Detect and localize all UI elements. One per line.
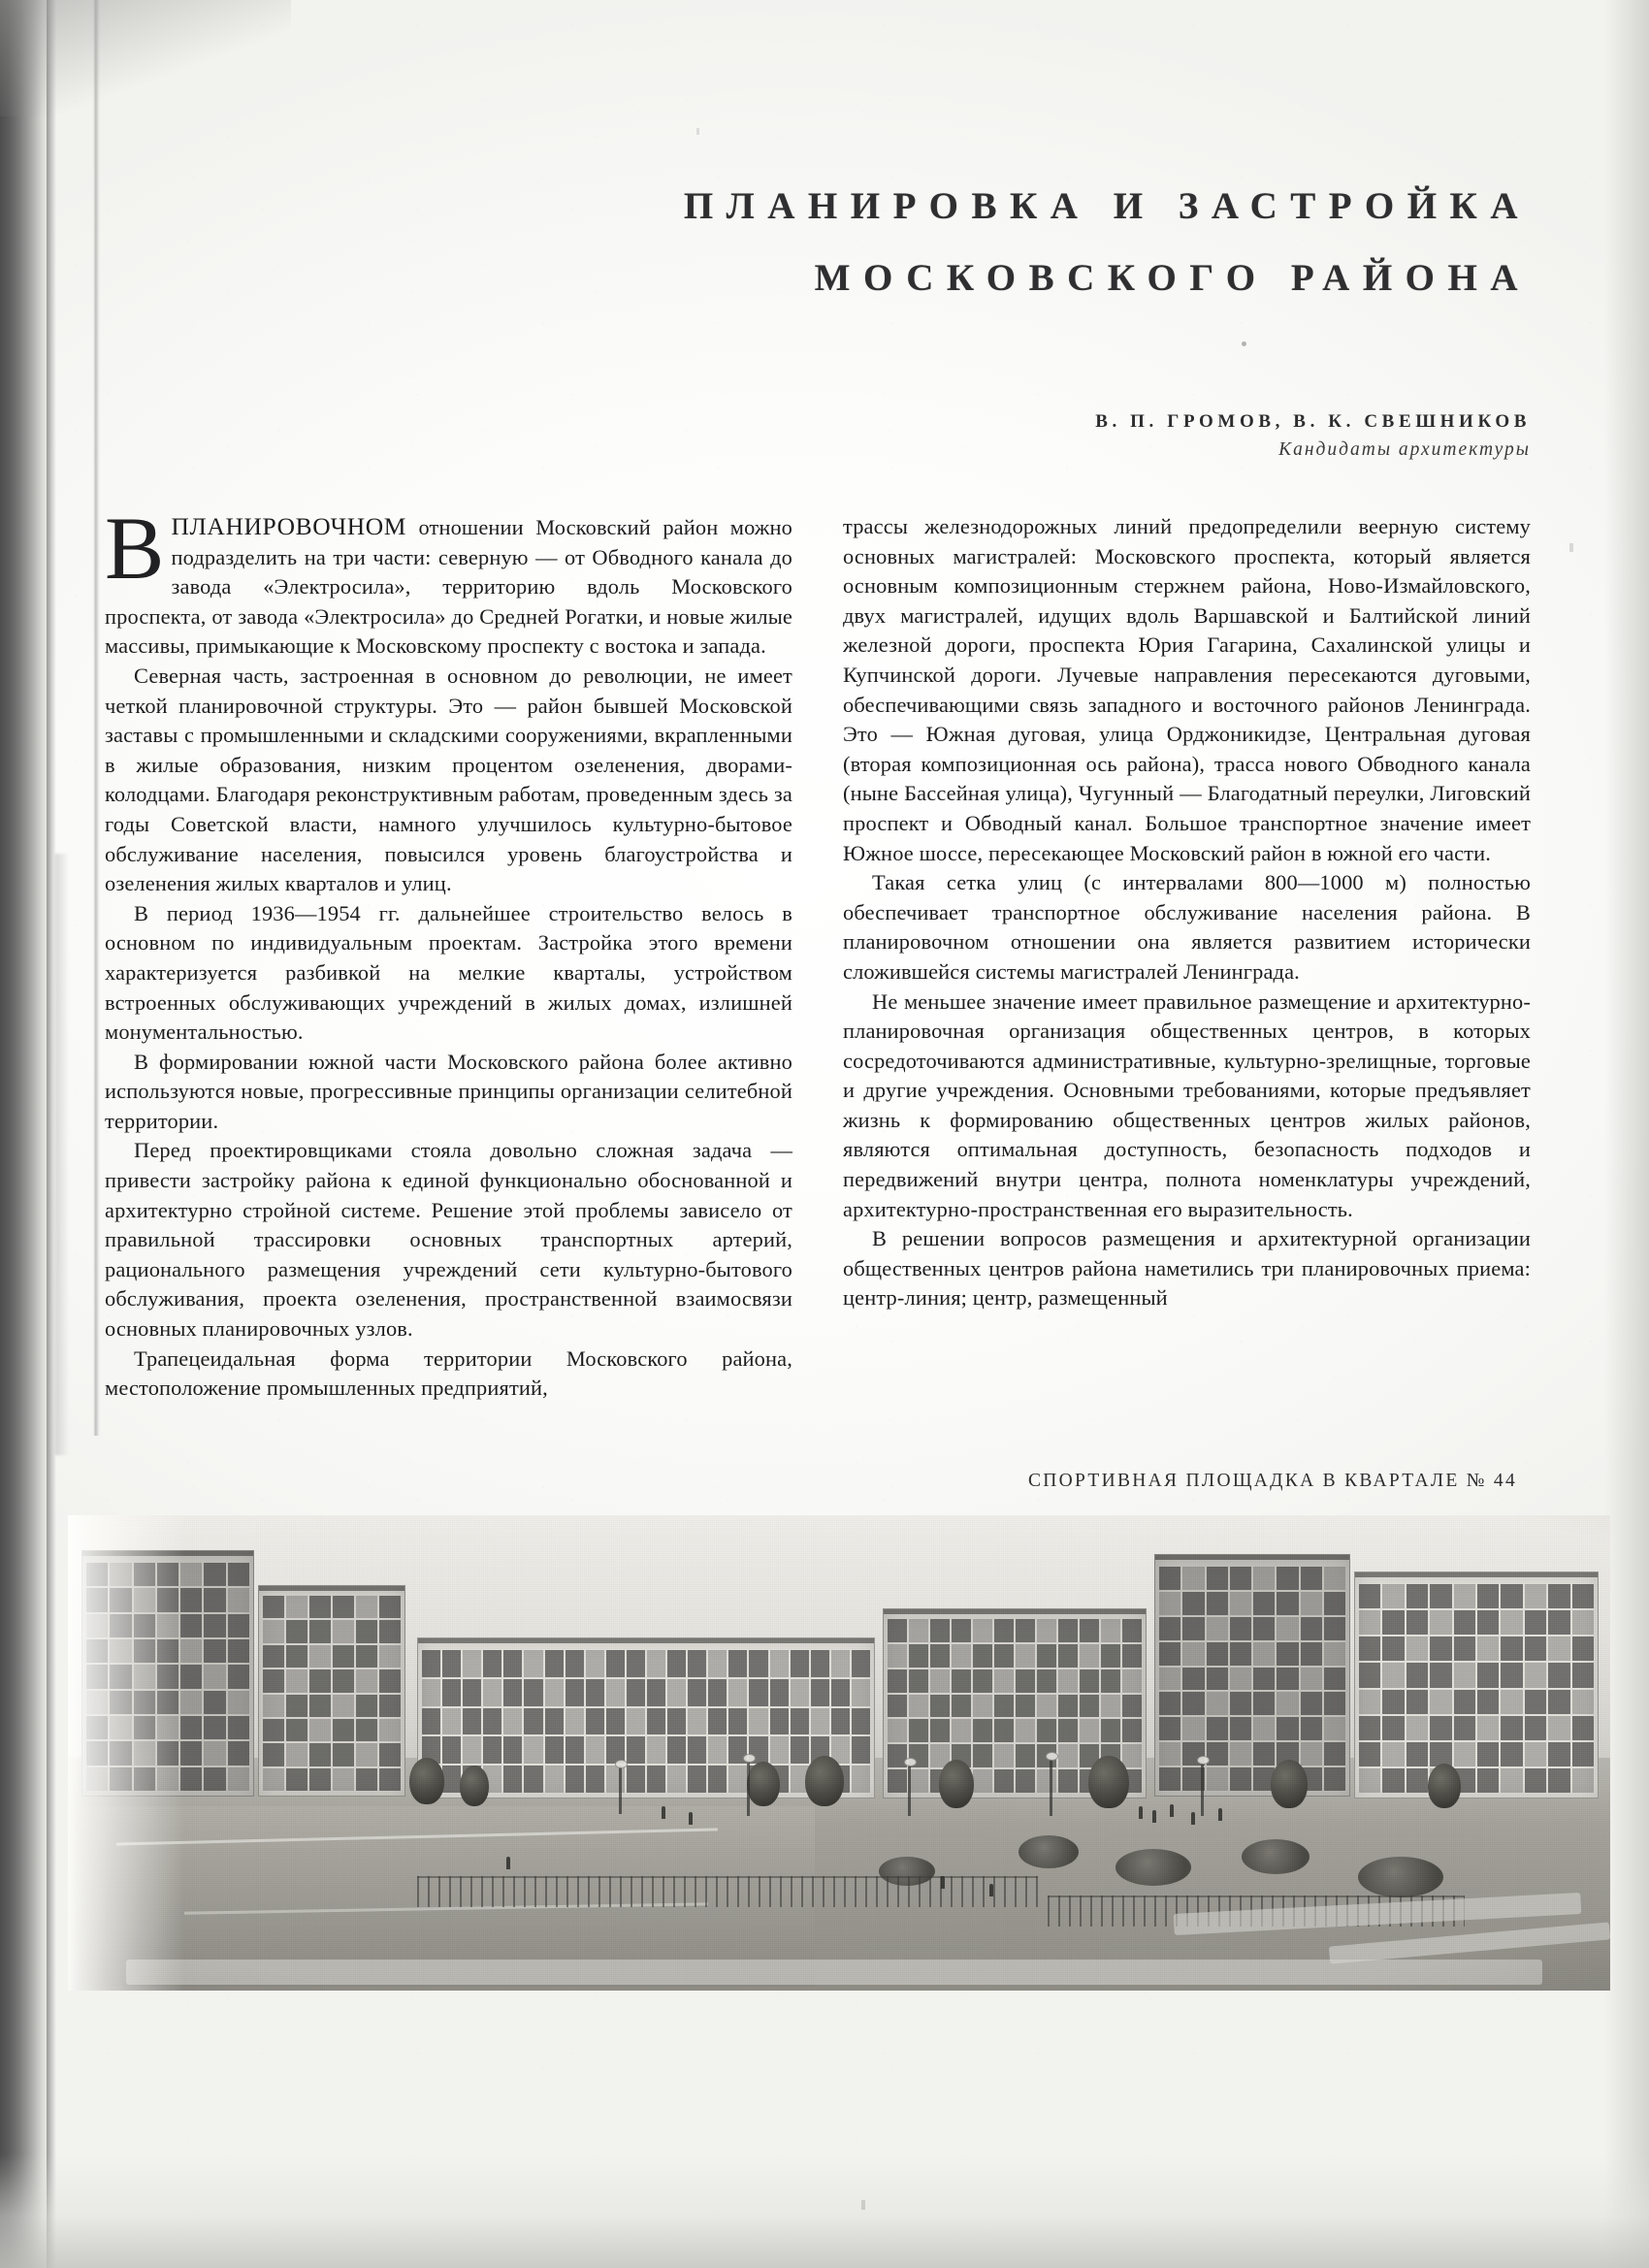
scan-artifact-dot <box>1569 543 1573 552</box>
left-paragraph-1 <box>105 499 792 662</box>
left-paragraph-5: Перед проектировщиками стояла довольно сложная задача — привести застройку района к единой функционально обоснованной и архитектурно стройной системе. Решение этой проблемы зависело от правильной трассировки основных транспортных артерий, рационального размещения учреждений сети культурно-бытового обслуживания, проекта озеленения, пространственной взаимосвязи основных планировочных узлов. <box>105 1138 792 1342</box>
right-column <box>843 512 1531 1385</box>
photo-roofline <box>1155 1555 1349 1560</box>
photo-tree <box>460 1766 489 1806</box>
left-paragraph-2: Северная часть, застроенная в основном до революции, не имеет четкой планировочной структуры. Это — район бывшей Московской заставы с промышленными и складскими сооружениями, вкрапленными в жилые образования, низким процентом озеленения, дворами-колодцами. Благодаря реконструктивным работам, проведенным здесь за годы Советской власти, намного улучшилось культурно-бытовое обслуживание населения, повысился уровень благоустройства и озеленения жилых кварталов и улиц. <box>105 663 792 896</box>
photo-tree <box>939 1760 974 1808</box>
photo-tree <box>1271 1760 1308 1808</box>
right-paragraph-3: Не меньшее значение имеет правильное размещение и архитектурно-планировочная организация общественных центров, в которых сосредоточиваются административные, культурно-зрелищные, торговые и другие учреждения. Основными требованиями, которые предъявляет жизнь к формированию общественных центров жилых районов, являются оптимальная доступность, безопасность подходов и передвижений внутри центра, полнота номенклатуры учреждений, архитектурно-пространственная его выразительность. <box>843 988 1531 1221</box>
photo-person <box>1139 1806 1143 1819</box>
photo-person <box>1191 1812 1195 1825</box>
right-paragraph-4: В решении вопросов размещения и архитектурной организации общественных центров района наметились три планировочных приема: центр-линия; центр, размещенный <box>843 1226 1531 1311</box>
photo-person <box>506 1857 510 1869</box>
photo-person <box>1152 1810 1156 1823</box>
left-paragraph-4: В формировании южной части Московского района более активно используются новые, прогрессивные принципы организации селитебной территории. <box>105 1049 792 1133</box>
body-columns <box>105 499 1531 1401</box>
photo-window-grid <box>1159 1567 1345 1791</box>
photo-roofline <box>259 1586 404 1591</box>
photo-window-grid <box>1359 1584 1594 1793</box>
photo-roofline <box>884 1609 1146 1614</box>
photo-lamppost <box>747 1760 750 1816</box>
scan-artifact-dot <box>1242 341 1246 346</box>
photo-person <box>989 1884 993 1896</box>
title-line-2: МОСКОВСКОГО РАЙОНА <box>814 257 1531 299</box>
photo-tree <box>805 1756 844 1806</box>
right-page-edge <box>1604 0 1649 2268</box>
photo-tree <box>1088 1756 1129 1808</box>
drop-cap: В <box>105 499 165 598</box>
photo-tree <box>747 1762 780 1806</box>
byline <box>105 411 1540 461</box>
photo-tree <box>409 1758 444 1804</box>
figure-photograph <box>68 1515 1610 1991</box>
right-paragraph-2: Такая сетка улиц (с интервалами 800—1000 м) полностью обеспечивает транспортное обслуживание населения района. В планировочном отношении она является развитием исторически сложившейся системы магистралей Ленинграда. <box>843 870 1531 984</box>
photo-building-right-tall <box>1154 1554 1350 1797</box>
page-crease-line <box>93 0 100 1436</box>
left-paragraph-6: Трапецеидальная форма территории Московского района, местоположение промышленных предприятий, <box>105 1345 792 1401</box>
photo-bush <box>1018 1835 1079 1868</box>
scan-artifact-dot <box>696 128 699 135</box>
left-paragraph-3: В период 1936—1954 гг. дальнейшее строительство велось в основном по индивидуальным проектам. Застройка этого времени характеризуется разбивкой на мелкие кварталы, устройством встроенных обслуживающих учреждений в жилых домах, излишней монументальностью. <box>105 900 792 1045</box>
lead-rest: отношении Московский район можно подразделить на три части: северную — от Обводного канала до завода «Электросила», территорию вдоль Московского проспекта, от завода «Электросила» до Средней Рогатки, и новые жилые массивы, примыкающие к Московскому проспекту с востока и запада. <box>105 515 792 659</box>
scan-artifact-dot <box>861 2200 865 2210</box>
photo-tree <box>1428 1764 1461 1808</box>
photo-building-far-right <box>1354 1571 1599 1798</box>
photo-person <box>689 1812 693 1825</box>
page-crease-secondary <box>55 854 69 1455</box>
page-title <box>105 171 1538 314</box>
right-paragraph-1: трассы железнодорожных линий предопределили веерную систему основных магистралей: Московского проспекта, который является основным композиционным стержнем района, Ново-Измайловского, двух магистралей, идущих вдоль Варшавской и Балтийской линий железной дороги, проспекта Юрия Гагарина, Сахалинской улицы и Купчинской дороги. Лучевые направления пересекаются дуговыми, обеспечивающими связь западного и восточного районов Ленинграда. Это — Южная дуговая, улица Орджоникидзе, Центральная дуговая (вторая композиционная ось района), трасса нового Обводного канала (ныне Бассейная улица), Чугунный — Благодатный переулки, Лиговский проспект и Обводный канал. Большое транспортное значение имеет Южное шоссе, пересекающее Московский район в южной его части. <box>843 514 1531 865</box>
photo-person <box>941 1876 945 1889</box>
photo-lamppost <box>908 1764 911 1816</box>
photo-person <box>1218 1808 1222 1821</box>
photo-roofline <box>418 1638 874 1643</box>
photo-fence <box>417 1876 1038 1907</box>
byline-role: Кандидаты архитектуры <box>1278 439 1531 460</box>
photo-window-grid <box>86 1563 249 1791</box>
photo-bush <box>1358 1857 1443 1897</box>
photo-window-grid <box>263 1596 401 1791</box>
photo-person <box>662 1806 665 1819</box>
byline-authors: В. П. ГРОМОВ, В. К. СВЕШНИКОВ <box>1095 411 1531 432</box>
left-column <box>105 499 792 1401</box>
photo-roofline <box>1355 1572 1598 1577</box>
photo-lamppost <box>619 1766 622 1814</box>
photo-building-left-tall <box>81 1550 254 1797</box>
photo-window-grid <box>422 1650 870 1793</box>
book-gutter-shadow <box>0 0 50 2268</box>
photo-roofline <box>82 1551 253 1556</box>
photo-lamppost <box>1201 1762 1204 1816</box>
page-content <box>105 0 1531 2268</box>
lead-caps: ПЛАНИРОВОЧНОМ <box>171 512 407 540</box>
figure-caption: СПОРТИВНАЯ ПЛОЩАДКА В КВАРТАЛЕ № 44 <box>1027 1471 1517 1491</box>
photo-bush <box>1116 1849 1191 1886</box>
photograph-scene <box>68 1515 1610 1991</box>
photo-building-left-second <box>258 1585 405 1797</box>
photo-foreground-path <box>126 1960 1542 1985</box>
photo-person <box>1170 1804 1174 1817</box>
photo-lamppost <box>1050 1758 1052 1816</box>
title-line-1: ПЛАНИРОВКА И ЗАСТРОЙКА <box>683 185 1531 227</box>
photo-bush <box>1242 1839 1310 1874</box>
